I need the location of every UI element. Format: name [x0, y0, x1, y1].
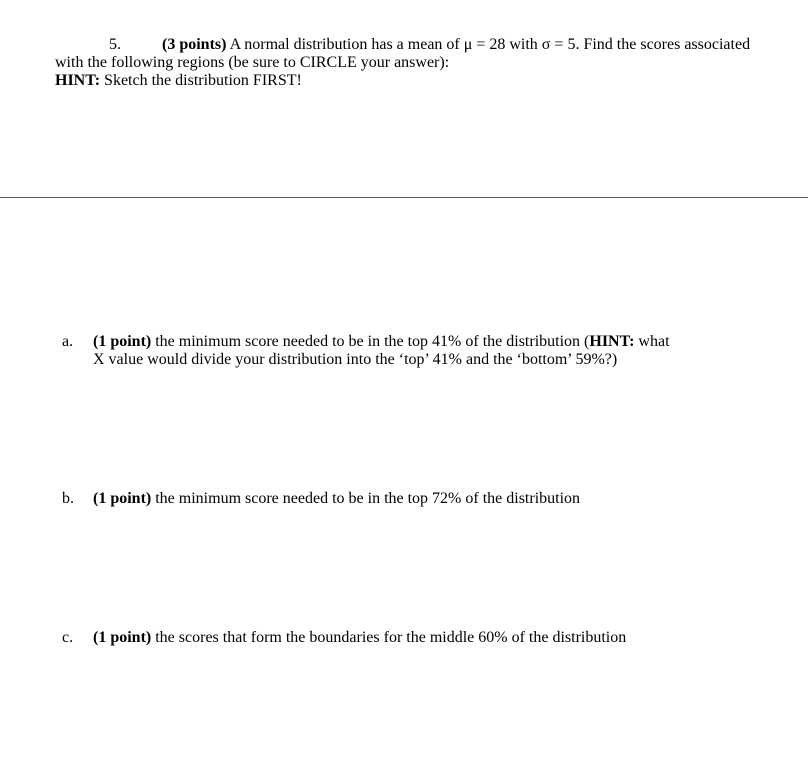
part-b-line — [93, 490, 580, 508]
part-c-line — [93, 629, 626, 647]
part-a-text-2: what — [634, 333, 670, 350]
part-a-points: (1 point) — [93, 333, 152, 350]
question-text-2: with the following regions (be sure to CIRCLE your answer): — [55, 54, 450, 71]
question-hint-text: Sketch the distribution FIRST! — [100, 72, 302, 89]
divider-line — [0, 197, 808, 198]
question-line-1 — [109, 36, 121, 54]
part-a-line-1 — [93, 333, 670, 351]
question-stem-line-2 — [55, 54, 449, 72]
question-number: 5. — [109, 36, 121, 53]
question-text-1: A normal distribution has a mean of μ = 28 with σ = 5. Find the scores associated — [226, 36, 751, 53]
part-a-letter: a. — [62, 333, 74, 350]
part-b-letter: b. — [62, 490, 74, 507]
question-hint — [55, 72, 302, 90]
part-a-line-2 — [93, 351, 617, 369]
question-points: (3 points) — [162, 36, 227, 53]
part-a-text-1: the minimum score needed to be in the top 41% of the distribution ( — [151, 333, 590, 350]
part-a-text-3: X value would divide your distribution into the ‘top’ 41% and the ‘bottom’ 59%?) — [93, 351, 618, 368]
question-hint-label: HINT: — [55, 72, 101, 89]
question-stem-line-1 — [162, 36, 750, 54]
part-c-points: (1 point) — [93, 629, 152, 646]
part-b-points: (1 point) — [93, 490, 152, 507]
part-b-text: the minimum score needed to be in the top 72% of the distribution — [151, 490, 581, 507]
part-a-hint-label: HINT: — [589, 333, 635, 350]
part-c-letter: c. — [62, 629, 74, 646]
part-c-text: the scores that form the boundaries for the middle 60% of the distribution — [151, 629, 627, 646]
